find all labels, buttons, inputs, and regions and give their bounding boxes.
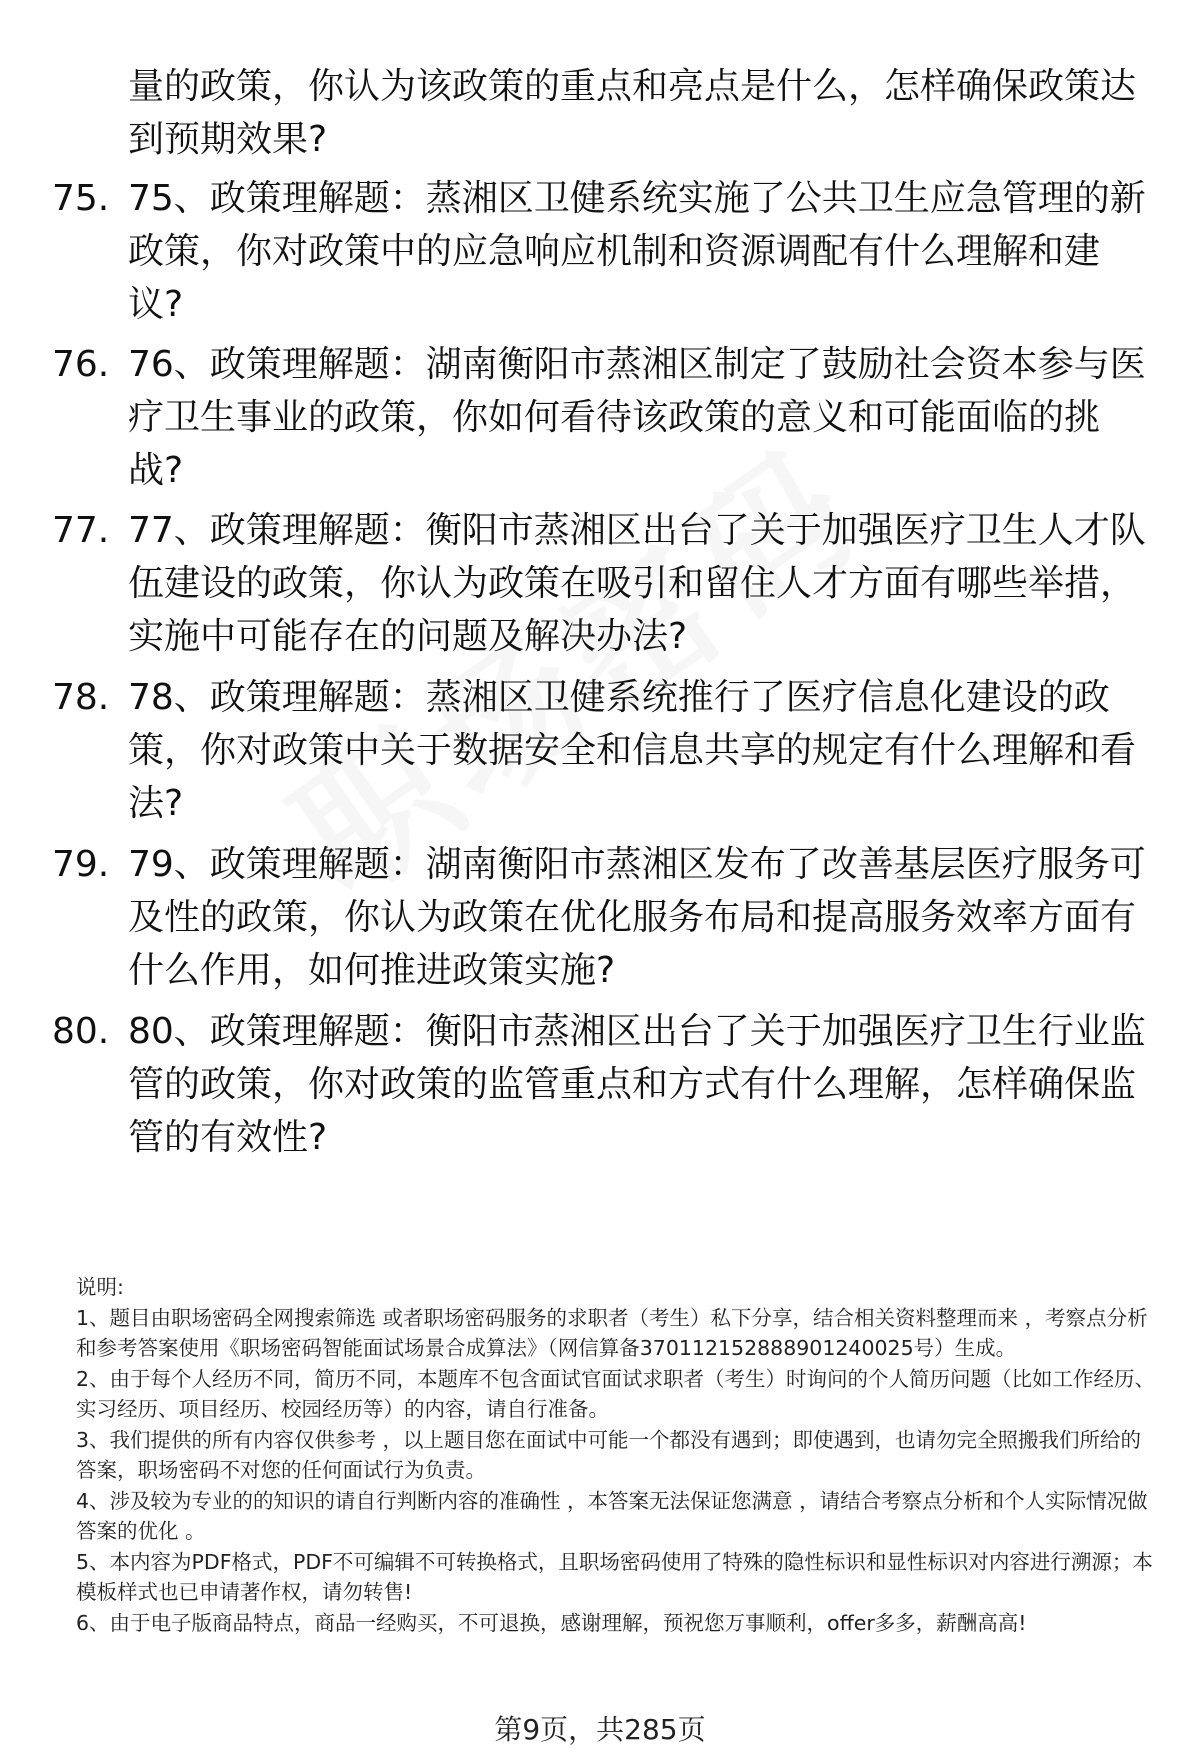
note-item: 4、涉及较为专业的的知识的请自行判断内容的准确性 ，本答案无法保证您满意 ，请结合考察点分析和个人实际情况做答案的优化 。 [76,1488,1148,1543]
question-number: 77. [52,510,110,551]
note-item: 2、由于每个人经历不同，简历不同，本题库不包含面试官面试求职者（考生）时询问的个人简历问题（比如工作经历、实习经历、项目经历、校园经历等）的内容，请自行准备。 [76,1366,1156,1421]
question-number: 75. [52,178,110,219]
note-item: 1、题目由职场密码全网搜索筛选 或者职场密码服务的求职者（考生）私下分享，结合相关资料整理而来 ，考察点分析和参考答案使用《职场密码智能面试场景合成算法》（网信算备370112152888901240025号）生成。 [76,1305,1148,1360]
question-item [52,1005,1152,1164]
page-number: 第9页，共285页 [494,1713,706,1746]
question-item [52,338,1152,497]
note-item: 3、我们提供的所有内容仅供参考 ，以上题目您在面试中可能一个都没有遇到；即使遇到，也请勿完全照搬我们所给的答案，职场密码不对您的任何面试行为负责。 [76,1427,1142,1482]
notes-title: 说明: [76,1275,124,1299]
question-item [52,671,1152,830]
question-item [52,172,1152,331]
question-continuation: 量的政策，你认为该政策的重点和亮点是什么，怎样确保政策达到预期效果? [128,66,1137,160]
question-text: 79、政策理解题：湖南衡阳市蒸湘区发布了改善基层医疗服务可及性的政策，你认为政策在优化服务布局和提高服务效率方面有什么作用，如何推进政策实施? [128,844,1146,991]
question-text: 76、政策理解题：湖南衡阳市蒸湘区制定了鼓励社会资本参与医疗卫生事业的政策，你如何看待该政策的意义和可能面临的挑战? [128,344,1146,491]
question-number: 76. [52,344,110,385]
notes-section [76,1272,1158,1638]
question-item [52,504,1152,663]
question-number: 80. [52,1011,110,1052]
question-text: 78、政策理解题：蒸湘区卫健系统推行了医疗信息化建设的政策，你对政策中关于数据安全和信息共享的规定有什么理解和看法? [128,677,1137,824]
question-number: 78. [52,677,110,718]
question-number: 79. [52,844,110,885]
question-text: 77、政策理解题：衡阳市蒸湘区出台了关于加强医疗卫生人才队伍建设的政策，你认为政策在吸引和留住人才方面有哪些举措，实施中可能存在的问题及解决办法? [128,510,1146,657]
note-item: 6、由于电子版商品特点，商品一经购买，不可退换，感谢理解，预祝您万事顺利，offer多多，薪酬高高! [76,1610,1027,1635]
question-item [52,838,1152,997]
note-item: 5、本内容为PDF格式，PDF不可编辑不可转换格式，且职场密码使用了特殊的隐性标识和显性标识对内容进行溯源；本模板样式也已申请著作权，请勿转售! [76,1549,1153,1604]
question-text: 75、政策理解题：蒸湘区卫健系统实施了公共卫生应急管理的新政策，你对政策中的应急响应机制和资源调配有什么理解和建议? [128,178,1146,325]
question-text: 80、政策理解题：衡阳市蒸湘区出台了关于加强医疗卫生行业监管的政策，你对政策的监管重点和方式有什么理解，怎样确保监管的有效性? [128,1011,1146,1158]
